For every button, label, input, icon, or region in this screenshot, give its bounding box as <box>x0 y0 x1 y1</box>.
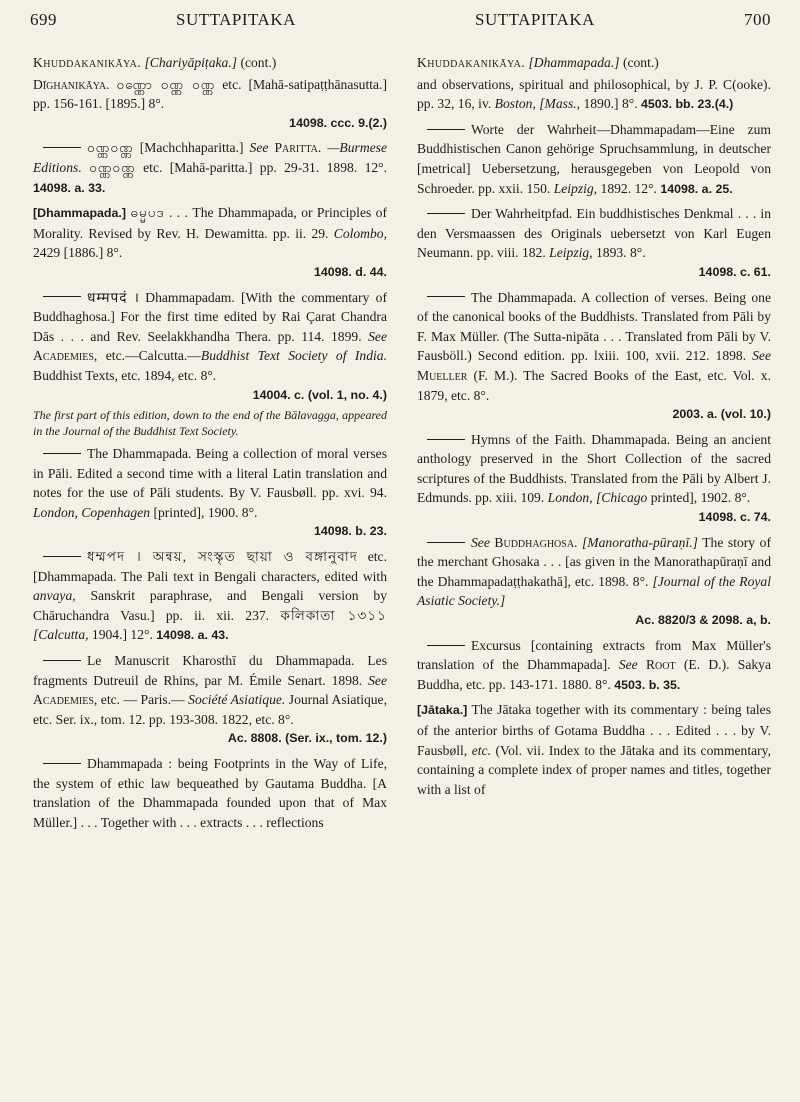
page-number-left: 699 <box>30 10 57 29</box>
ditto-dash <box>427 542 465 543</box>
cross-reference: Academies, <box>33 692 98 708</box>
catalogue-entry: [Jātaka.] The Jātaka together with its commentary : being tales of the anterior births of Gotama Buddha . . . Edited . . . by V. Fausbøll, etc. (Vol. vii. Index to the Jātaka and its commentary, containing a complete index of proper names and titles, together with a list of <box>417 702 771 797</box>
catalogue-entry: Le Manuscrit Kharosthī du Dhammapada. Les fragments Dutreuil de Rhins, par M. Émile Senart. 1898. See Academies, etc. — Paris.— Société Asiatique. Journal Asiatique, etc. Ser. ix., tom. 12. pp. 193-308. 1822, etc. 8°. Ac. 8808. (Ser. ix., tom. 12.) <box>33 651 387 749</box>
sinhala-script-title: ဓမ္မပဒ <box>130 205 165 221</box>
shelfmark: 14098. c. 61. <box>698 264 771 279</box>
ditto-dash <box>427 129 465 130</box>
ditto-dash <box>43 763 81 764</box>
catalogue-entry: Hymns of the Faith. Dhammapada. Being an ancient anthology preserved in the Short Collection of the sacred scriptures of the Buddhists. Translated from the Pāli by Albert J. Edmunds. pp. xiii. 109. London, [Chicago printed], 1902. 8°. 14098. c. 74. <box>417 430 771 528</box>
shelfmark: 14098. a. 25. <box>660 181 733 196</box>
ditto-dash <box>43 296 81 297</box>
catalogue-entry: The Dhammapada. Being a collection of moral verses in Pāli. Edited a second time with a literal Latin translation and notes for the use of Pāli students. By V. Fausbøll. pp. xvi. 94. London, Copenhagen [printed], 1900. 8°. 14098. b. 23. <box>33 444 387 542</box>
shelfmark: 2003. a. (vol. 10.) <box>672 407 771 422</box>
page-number-right: 700 <box>744 10 771 29</box>
running-head <box>0 10 800 36</box>
cross-reference: Root <box>645 657 676 673</box>
ditto-dash <box>427 296 465 297</box>
bengali-script-title: ধম্মপদ । অন্বয়, সংস্কৃত ছায়া ও বঙ্গানুবাদ <box>87 549 358 565</box>
catalogue-entry: Dhammapada : being Footprints in the Way of Life, the system of ethic law bequeathed by Gautama Buddha. [A translation of the Dhammapada founded upon that of Max Müller.] . . . Together with . . . extracts . . . reflections <box>33 756 387 830</box>
catalogue-entry: ဝဏ္ဏဝဏ္ဏ [Machchhaparitta.] See Paritta. —Burmese Editions. ဝဏ္ဏဝဏ္ဏ etc. [Mahā-paritta.] pp. 29-31. 1898. 12°. 14098. a. 33. <box>33 140 387 195</box>
catalogue-entry: Der Wahrheitpfad. Ein buddhistisches Denkmal . . . in den Versmaassen des Originals uebersetzt von Karl Eugen Neumann. pp. viii. 182. Leipzig, 1893. 8°. 14098. c. 61. <box>417 204 771 282</box>
burmese-script-title: ဝဏ္ဏော ဝဏ္ဏ ဝဏ္ဏ <box>116 76 216 92</box>
catalogue-entry: The Dhammapada. A collection of verses. Being one of the canonical books of the Buddhists. Translated from Pāli by F. Max Müller. (The Sutta-nipāta . . . Translated from Pāli by V. Fausböll.) Second edition. pp. lxiii. 100, xvii. 212. 1898. See Mueller (F. M.). The Sacred Books of the East, etc. Vol. x. 1879, etc. 8°. 2003. a. (vol. 10.) <box>417 288 771 425</box>
catalogue-entry: Dīghanikāya. ဝဏ္ဏော ဝဏ္ဏ ဝဏ္ဏ etc. [Mahā-satipaṭṭhānasutta.] pp. 156-161. [1895.] 8°. 14098. ccc. 9.(2.) <box>33 75 387 134</box>
column-heading: Khuddakanikāya. [Chariyāpiṭaka.] (cont.) <box>33 55 277 70</box>
shelfmark: 4503. b. 35. <box>614 677 681 692</box>
shelfmark: Ac. 8808. (Ser. ix., tom. 12.) <box>227 731 387 746</box>
ditto-dash <box>427 439 465 440</box>
shelfmark: Ac. 8820/3 & 2098. a, b. <box>635 613 771 628</box>
catalogue-entry: Excursus [containing extracts from Max Müller's translation of the Dhammapada]. See Root (E. D.). Sakya Buddha, etc. pp. 143-171. 1880. 8°. 4503. b. 35. <box>417 637 771 692</box>
ditto-dash <box>427 645 465 646</box>
ditto-dash <box>43 453 81 454</box>
ditto-dash <box>43 660 81 661</box>
catalogue-entry: See Buddhaghosa. [Manoratha-pūraṇī.] The story of the merchant Ghosaka . . . [as given in the Manorathapūraṇī and the Dhammapadaṭṭhakathā], etc. 1898. 8°. [Journal of the Royal Asiatic Society.] Ac. 8820/3 & 2098. a, b. <box>417 533 771 631</box>
shelfmark: 14098. ccc. 9.(2.) <box>289 115 387 130</box>
left-column <box>33 53 387 837</box>
catalogue-entry: ধম্মপদ । অন্বয়, সংস্কৃত ছায়া ও বঙ্গানুবাদ etc. [Dhammapada. The Pali text in Bengali characters, edited with anvaya, Sanskrit paraphrase, and Bengali version by Chāruchandra Vasu.] pp. ii. xii. 237. কলিকাতা ১৩১১ [Calcutta, 1904.] 12°. 14098. a. 43. <box>33 549 387 643</box>
running-title-left: SUTTAPITAKA <box>176 10 296 29</box>
cross-reference: Academies, <box>33 348 98 364</box>
running-title-right: SUTTAPITAKA <box>475 10 595 29</box>
catalogue-entry: धम्मपदं । Dhammapadam. [With the commentary of Buddhaghosa.] For the first time edited by Rai Çarat Chandra Dās . . . and Rev. Seelakkhandha Thera. pp. 114. 1899. See Academies, etc.—Calcutta.—Buddhist Text Society of India. Buddhist Texts, etc. 1894, etc. 8°. 14004. c. (vol. 1, no. 4.) The first part of this edition, down to the end of the Bālavagga, appeared in the Journal of the Buddhist Text Society. <box>33 289 387 439</box>
cross-reference: Mueller <box>417 367 468 383</box>
entry-note: The first part of this edition, down to the end of the Bālavagga, appeared in the Journal of the Buddhist Text Society. <box>33 408 387 439</box>
shelfmark: 14004. c. (vol. 1, no. 4.) <box>252 387 387 402</box>
ditto-dash <box>43 147 81 148</box>
devanagari-script-title: धम्मपदं <box>87 289 128 305</box>
ditto-dash <box>43 556 81 557</box>
shelfmark: 14098. d. 44. <box>313 264 387 279</box>
shelfmark: 14098. a. 43. <box>156 628 229 643</box>
shelfmark: 14098. a. 33. <box>33 180 106 195</box>
shelfmark: 14098. b. 23. <box>313 524 387 539</box>
shelfmark: 4503. bb. 23.(4.) <box>641 97 734 112</box>
cross-reference: Buddhaghosa. <box>494 534 578 550</box>
burmese-script-title: ဝဏ္ဏဝဏ္ဏ <box>87 140 134 156</box>
shelfmark: 14098. c. 74. <box>698 510 771 525</box>
catalogue-entry: and observations, spiritual and philosophical, by J. P. C(ooke). pp. 32, 16, iv. Boston, [Mass., 1890.] 8°. 4503. bb. 23.(4.) <box>417 76 771 112</box>
column-heading: Khuddakanikāya. [Dhammapada.] (cont.) <box>417 55 659 70</box>
bengali-script-imprint: কলিকাতা ১৩১১ <box>280 607 387 623</box>
right-column <box>417 53 771 804</box>
ditto-dash <box>427 213 465 214</box>
catalogue-entry: [Dhammapada.] ဓမ္မပဒ . . . The Dhammapada, or Principles of Morality. Revised by Rev. H. Dewamitta. pp. ii. 29. Colombo, 2429 [1886.] 8°. 14098. d. 44. <box>33 203 387 282</box>
burmese-script-title: ဝဏ္ဏဝဏ္ဏ <box>89 159 136 175</box>
cross-reference: Paritta. <box>274 140 322 156</box>
catalogue-entry: Worte der Wahrheit—Dhammapadam—Eine zum Buddhistischen Canon gehörige Spruchsammlung, in deutscher [metrical] Uebersetzung, herausgegeben von Leopold von Schroeder. pp. xxii. 150. Leipzig, 1892. 12°. 14098. a. 25. <box>417 121 771 196</box>
